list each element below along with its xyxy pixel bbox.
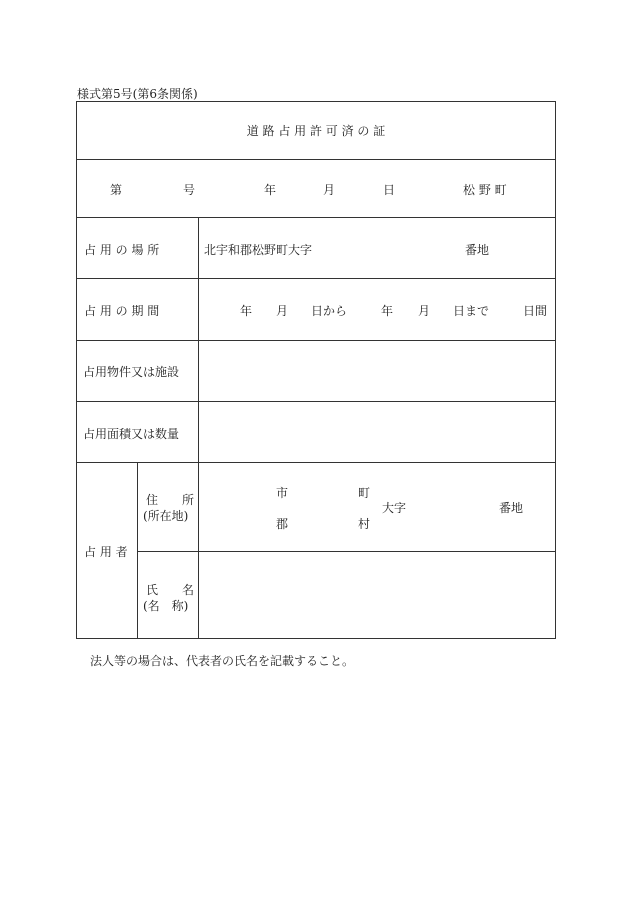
address-machi: 町	[358, 486, 371, 500]
period-label: 占 用 の 期 間	[84, 304, 160, 318]
address-label: 住 所	[146, 493, 195, 507]
name-sub-label: (名 称)	[143, 599, 189, 613]
row-divider-title	[76, 159, 556, 160]
address-mura: 村	[358, 517, 371, 531]
date-month: 月	[323, 183, 336, 197]
footnote: 法人等の場合は、代表者の氏名を記載すること。	[90, 654, 355, 668]
period-to-month: 月	[418, 304, 431, 318]
occupant-label: 占 用 者	[84, 545, 128, 559]
row-divider-occupant	[137, 551, 556, 552]
row-divider-facility	[76, 401, 556, 402]
period-to-day: 日まで	[453, 304, 490, 318]
row-divider-place	[76, 278, 556, 279]
number-dai: 第	[110, 183, 123, 197]
date-day: 日	[383, 183, 396, 197]
row-divider-period	[76, 340, 556, 341]
period-days: 日間	[523, 304, 548, 318]
period-from-year: 年	[240, 304, 253, 318]
period-from-month: 月	[276, 304, 289, 318]
period-to-year: 年	[381, 304, 394, 318]
column-divider-label	[198, 217, 199, 639]
page-title: 道 路 占 用 許 可 済 の 証	[246, 124, 386, 138]
date-year: 年	[264, 183, 277, 197]
address-gun: 郡	[276, 517, 289, 531]
address-oaza: 大字	[382, 501, 407, 515]
form-number: 様式第5号(第6条関係)	[77, 87, 198, 101]
address-sub-label: (所在地)	[143, 509, 189, 523]
column-divider-occupant	[137, 462, 138, 639]
place-value: 北宇和郡松野町大字	[204, 243, 313, 257]
address-banchi: 番地	[499, 501, 524, 515]
issuer-name: 松 野 町	[463, 183, 507, 197]
place-label: 占 用 の 場 所	[84, 243, 160, 257]
place-banchi: 番地	[465, 243, 490, 257]
row-divider-area	[76, 462, 556, 463]
row-divider-number	[76, 217, 556, 218]
area-label: 占用面積又は数量	[83, 427, 180, 441]
facility-label: 占用物件又は施設	[83, 365, 180, 379]
number-go: 号	[183, 183, 196, 197]
period-from-day: 日から	[311, 304, 348, 318]
address-shi: 市	[276, 486, 289, 500]
name-label: 氏 名	[146, 583, 195, 597]
